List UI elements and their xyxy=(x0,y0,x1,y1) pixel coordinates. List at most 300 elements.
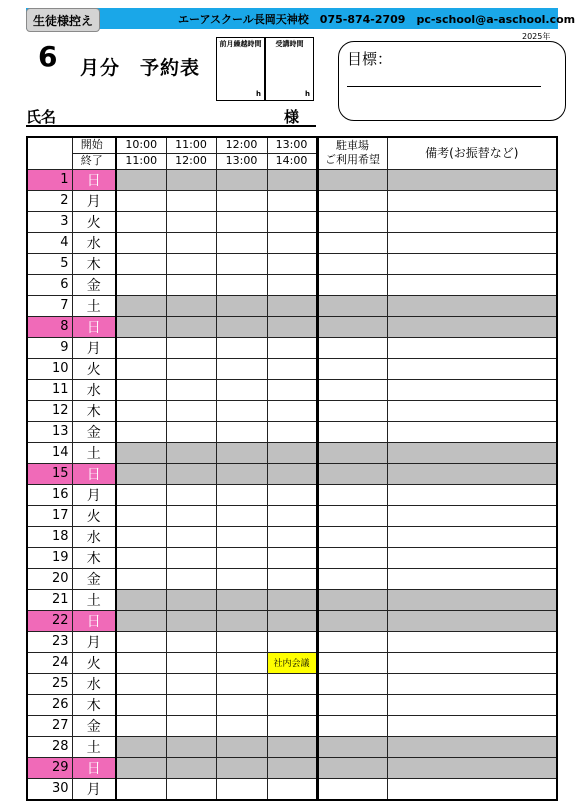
notes-cell[interactable] xyxy=(387,463,557,484)
slot-cell[interactable] xyxy=(267,442,317,463)
day-row xyxy=(27,190,557,211)
notes-cell[interactable] xyxy=(387,442,557,463)
slot-cell[interactable] xyxy=(267,358,317,379)
slot-cell[interactable] xyxy=(116,232,166,253)
slot-start-1: 10:00 xyxy=(116,137,166,153)
day-row xyxy=(27,652,557,673)
start-label: 開始 xyxy=(72,137,116,153)
parking-cell[interactable] xyxy=(317,400,387,421)
slot-cell[interactable] xyxy=(166,673,216,694)
slot-cell[interactable] xyxy=(267,778,317,800)
slot-cell[interactable] xyxy=(116,715,166,736)
notes-cell[interactable] xyxy=(387,778,557,800)
slot-cell[interactable] xyxy=(166,694,216,715)
slot-cell[interactable] xyxy=(116,379,166,400)
day-row xyxy=(27,337,557,358)
slot-cell[interactable] xyxy=(216,337,267,358)
slot-cell[interactable] xyxy=(166,337,216,358)
slot-cell[interactable] xyxy=(116,421,166,442)
weekday: 火 xyxy=(72,652,116,673)
day-row xyxy=(27,211,557,232)
slot-end-2: 12:00 xyxy=(166,153,216,169)
day-row xyxy=(27,673,557,694)
slot-cell[interactable] xyxy=(166,547,216,568)
weekday: 日 xyxy=(72,610,116,631)
year-label: 2025年 xyxy=(522,32,551,41)
day-number: 13 xyxy=(27,421,72,442)
day-number: 16 xyxy=(27,484,72,505)
slot-cell[interactable] xyxy=(267,505,317,526)
parking-cell[interactable] xyxy=(317,736,387,757)
weekday: 土 xyxy=(72,736,116,757)
slot-cell[interactable] xyxy=(267,211,317,232)
slot-cell[interactable] xyxy=(267,190,317,211)
slot-cell[interactable] xyxy=(267,463,317,484)
slot-cell[interactable] xyxy=(166,316,216,337)
slot-cell[interactable] xyxy=(116,316,166,337)
slot-cell[interactable] xyxy=(166,295,216,316)
parking-cell[interactable] xyxy=(317,316,387,337)
notes-cell[interactable] xyxy=(387,589,557,610)
student-copy-button[interactable]: 生徒様控え xyxy=(26,8,100,32)
notes-cell[interactable] xyxy=(387,190,557,211)
parking-cell[interactable] xyxy=(317,253,387,274)
slot-cell[interactable] xyxy=(166,505,216,526)
slot-cell[interactable] xyxy=(116,589,166,610)
slot-cell[interactable] xyxy=(116,484,166,505)
parking-cell[interactable] xyxy=(317,484,387,505)
slot-cell[interactable] xyxy=(267,526,317,547)
notes-cell[interactable] xyxy=(387,400,557,421)
parking-cell[interactable] xyxy=(317,274,387,295)
slot-end-1: 11:00 xyxy=(116,153,166,169)
day-number: 3 xyxy=(27,211,72,232)
weekday: 月 xyxy=(72,484,116,505)
day-number: 7 xyxy=(27,295,72,316)
slot-cell[interactable] xyxy=(116,652,166,673)
prev-month-hours-label: 前月繰越時間 xyxy=(219,40,262,48)
slot-cell[interactable] xyxy=(166,421,216,442)
slot-cell[interactable] xyxy=(116,358,166,379)
weekday: 日 xyxy=(72,316,116,337)
parking-cell[interactable] xyxy=(317,610,387,631)
goal-line xyxy=(347,86,541,87)
slot-cell[interactable] xyxy=(216,547,267,568)
slot-cell[interactable] xyxy=(166,757,216,778)
slot-cell[interactable] xyxy=(216,589,267,610)
notes-cell[interactable] xyxy=(387,421,557,442)
slot-cell[interactable] xyxy=(166,169,216,190)
notes-cell[interactable] xyxy=(387,547,557,568)
weekday: 土 xyxy=(72,442,116,463)
parking-cell[interactable] xyxy=(317,568,387,589)
slot-cell[interactable] xyxy=(166,463,216,484)
day-row xyxy=(27,463,557,484)
slot-cell[interactable] xyxy=(216,568,267,589)
weekday: 月 xyxy=(72,778,116,800)
slot-cell[interactable] xyxy=(216,253,267,274)
weekday: 水 xyxy=(72,379,116,400)
slot-cell[interactable] xyxy=(216,757,267,778)
slot-cell[interactable] xyxy=(216,694,267,715)
day-row xyxy=(27,274,557,295)
weekday: 火 xyxy=(72,358,116,379)
header-corner xyxy=(27,137,72,153)
slot-cell[interactable] xyxy=(116,169,166,190)
parking-cell[interactable] xyxy=(317,211,387,232)
day-number: 24 xyxy=(27,652,72,673)
page-title: 月分 予約表 xyxy=(80,57,201,79)
slot-cell[interactable] xyxy=(216,463,267,484)
day-number: 30 xyxy=(27,778,72,800)
slot-cell[interactable] xyxy=(267,547,317,568)
slot-cell[interactable] xyxy=(166,274,216,295)
day-number: 17 xyxy=(27,505,72,526)
day-number: 4 xyxy=(27,232,72,253)
day-row xyxy=(27,568,557,589)
day-row xyxy=(27,253,557,274)
parking-cell[interactable] xyxy=(317,652,387,673)
notes-cell[interactable] xyxy=(387,631,557,652)
month-number: 6 xyxy=(38,40,58,73)
notes-header: 備考(お振替など) xyxy=(387,137,557,169)
slot-cell[interactable] xyxy=(216,358,267,379)
slot-cell[interactable] xyxy=(116,547,166,568)
prev-month-hours-unit: h xyxy=(256,90,261,98)
slot-cell[interactable] xyxy=(166,652,216,673)
slot-cell[interactable] xyxy=(267,400,317,421)
slot-cell[interactable] xyxy=(267,379,317,400)
notes-cell[interactable] xyxy=(387,673,557,694)
weekday: 木 xyxy=(72,547,116,568)
parking-cell[interactable] xyxy=(317,169,387,190)
slot-cell[interactable] xyxy=(267,295,317,316)
name-label: 氏名 xyxy=(26,108,57,126)
slot-cell[interactable] xyxy=(216,631,267,652)
day-row xyxy=(27,169,557,190)
notes-cell[interactable] xyxy=(387,232,557,253)
notes-cell[interactable] xyxy=(387,652,557,673)
day-row xyxy=(27,400,557,421)
weekday: 木 xyxy=(72,253,116,274)
weekday: 火 xyxy=(72,505,116,526)
slot-cell[interactable] xyxy=(216,274,267,295)
slot-cell[interactable] xyxy=(216,190,267,211)
day-number: 2 xyxy=(27,190,72,211)
slot-start-2: 11:00 xyxy=(166,137,216,153)
notes-cell[interactable] xyxy=(387,610,557,631)
notes-cell[interactable] xyxy=(387,694,557,715)
slot-cell[interactable] xyxy=(267,673,317,694)
day-row xyxy=(27,379,557,400)
day-number: 15 xyxy=(27,463,72,484)
slot-cell[interactable] xyxy=(116,190,166,211)
prev-month-hours-box[interactable] xyxy=(216,37,265,101)
parking-cell[interactable] xyxy=(317,463,387,484)
slot-cell[interactable] xyxy=(267,316,317,337)
day-row xyxy=(27,547,557,568)
weekday: 木 xyxy=(72,400,116,421)
weekday: 土 xyxy=(72,295,116,316)
slot-start-4: 13:00 xyxy=(267,137,317,153)
slot-cell[interactable] xyxy=(267,736,317,757)
slot-cell[interactable] xyxy=(116,631,166,652)
parking-header: 駐車場 ご利用希望 xyxy=(317,137,387,169)
slot-cell[interactable] xyxy=(116,274,166,295)
slot-cell[interactable] xyxy=(116,778,166,800)
slot-cell[interactable] xyxy=(216,610,267,631)
slot-cell[interactable] xyxy=(116,295,166,316)
notes-cell[interactable] xyxy=(387,337,557,358)
parking-cell[interactable] xyxy=(317,715,387,736)
slot-cell[interactable] xyxy=(216,316,267,337)
day-row xyxy=(27,757,557,778)
parking-cell[interactable] xyxy=(317,589,387,610)
slot-cell[interactable] xyxy=(216,400,267,421)
slot-cell[interactable] xyxy=(216,232,267,253)
slot-cell[interactable] xyxy=(267,568,317,589)
slot-cell[interactable] xyxy=(216,715,267,736)
weekday: 月 xyxy=(72,631,116,652)
slot-cell[interactable] xyxy=(116,526,166,547)
day-row xyxy=(27,526,557,547)
day-number: 21 xyxy=(27,589,72,610)
goal-label: 目標： xyxy=(347,50,393,68)
slot-end-3: 13:00 xyxy=(216,153,267,169)
slot-cell[interactable] xyxy=(216,673,267,694)
parking-cell[interactable] xyxy=(317,757,387,778)
weekday: 金 xyxy=(72,715,116,736)
day-row xyxy=(27,778,557,800)
parking-cell[interactable] xyxy=(317,673,387,694)
slot-cell[interactable] xyxy=(216,652,267,673)
day-row xyxy=(27,484,557,505)
slot-cell[interactable] xyxy=(166,253,216,274)
attended-hours-box[interactable] xyxy=(265,37,314,101)
parking-cell[interactable] xyxy=(317,379,387,400)
parking-cell[interactable] xyxy=(317,232,387,253)
weekday: 金 xyxy=(72,421,116,442)
day-number: 20 xyxy=(27,568,72,589)
slot-cell[interactable] xyxy=(116,442,166,463)
parking-cell[interactable] xyxy=(317,778,387,800)
slot-cell[interactable] xyxy=(166,358,216,379)
weekday: 月 xyxy=(72,190,116,211)
day-number: 10 xyxy=(27,358,72,379)
day-number: 12 xyxy=(27,400,72,421)
day-number: 27 xyxy=(27,715,72,736)
day-number: 23 xyxy=(27,631,72,652)
end-label: 終了 xyxy=(72,153,116,169)
notes-cell[interactable] xyxy=(387,715,557,736)
notes-cell[interactable] xyxy=(387,295,557,316)
day-row xyxy=(27,358,557,379)
notes-cell[interactable] xyxy=(387,484,557,505)
slot-cell[interactable] xyxy=(267,757,317,778)
slot-cell[interactable] xyxy=(216,526,267,547)
notes-cell[interactable] xyxy=(387,274,557,295)
slot-cell[interactable] xyxy=(116,505,166,526)
slot-cell[interactable] xyxy=(116,400,166,421)
slot-cell[interactable] xyxy=(166,715,216,736)
day-row xyxy=(27,421,557,442)
slot-cell[interactable] xyxy=(216,169,267,190)
school-info: エーアスクール長岡天神校 075-874-2709 pc-school@a-aschool.com xyxy=(178,13,576,26)
parking-cell[interactable] xyxy=(317,190,387,211)
slot-cell[interactable] xyxy=(267,253,317,274)
honorific-label: 様 xyxy=(284,108,300,126)
weekday: 日 xyxy=(72,169,116,190)
day-row xyxy=(27,442,557,463)
day-row xyxy=(27,694,557,715)
notes-cell[interactable] xyxy=(387,505,557,526)
header-row-start xyxy=(27,137,557,153)
slot-start-3: 12:00 xyxy=(216,137,267,153)
day-row xyxy=(27,232,557,253)
parking-cell[interactable] xyxy=(317,295,387,316)
notes-cell[interactable] xyxy=(387,757,557,778)
weekday: 水 xyxy=(72,232,116,253)
day-row xyxy=(27,589,557,610)
slot-cell[interactable] xyxy=(166,568,216,589)
day-row xyxy=(27,631,557,652)
day-number: 8 xyxy=(27,316,72,337)
slot-cell[interactable] xyxy=(166,190,216,211)
slot-cell[interactable] xyxy=(216,484,267,505)
notes-cell[interactable] xyxy=(387,316,557,337)
notes-cell[interactable] xyxy=(387,568,557,589)
day-number: 19 xyxy=(27,547,72,568)
slot-cell[interactable] xyxy=(216,778,267,800)
parking-cell[interactable] xyxy=(317,526,387,547)
notes-cell[interactable] xyxy=(387,253,557,274)
slot-cell[interactable] xyxy=(216,295,267,316)
slot-cell[interactable] xyxy=(166,736,216,757)
day-number: 25 xyxy=(27,673,72,694)
slot-cell[interactable] xyxy=(166,631,216,652)
slot-cell[interactable] xyxy=(116,736,166,757)
goal-box[interactable] xyxy=(338,41,566,121)
parking-cell[interactable] xyxy=(317,505,387,526)
event-cell[interactable]: 社内会議 xyxy=(267,652,317,673)
slot-cell[interactable] xyxy=(267,169,317,190)
weekday: 土 xyxy=(72,589,116,610)
slot-cell[interactable] xyxy=(166,484,216,505)
slot-cell[interactable] xyxy=(116,337,166,358)
parking-cell[interactable] xyxy=(317,421,387,442)
weekday: 水 xyxy=(72,673,116,694)
day-number: 11 xyxy=(27,379,72,400)
day-number: 1 xyxy=(27,169,72,190)
day-number: 9 xyxy=(27,337,72,358)
weekday: 火 xyxy=(72,211,116,232)
slot-cell[interactable] xyxy=(116,211,166,232)
slot-cell[interactable] xyxy=(267,715,317,736)
slot-cell[interactable] xyxy=(267,589,317,610)
slot-cell[interactable] xyxy=(166,379,216,400)
parking-cell[interactable] xyxy=(317,631,387,652)
slot-cell[interactable] xyxy=(116,694,166,715)
day-number: 6 xyxy=(27,274,72,295)
slot-cell[interactable] xyxy=(267,421,317,442)
slot-cell[interactable] xyxy=(166,211,216,232)
slot-cell[interactable] xyxy=(116,253,166,274)
notes-cell[interactable] xyxy=(387,526,557,547)
parking-cell[interactable] xyxy=(317,694,387,715)
slot-cell[interactable] xyxy=(267,610,317,631)
slot-cell[interactable] xyxy=(267,274,317,295)
slot-cell[interactable] xyxy=(216,505,267,526)
slot-cell[interactable] xyxy=(116,673,166,694)
notes-cell[interactable] xyxy=(387,379,557,400)
day-number: 28 xyxy=(27,736,72,757)
slot-cell[interactable] xyxy=(267,484,317,505)
parking-cell[interactable] xyxy=(317,547,387,568)
slot-cell[interactable] xyxy=(267,232,317,253)
day-row xyxy=(27,610,557,631)
slot-cell[interactable] xyxy=(116,757,166,778)
weekday: 日 xyxy=(72,463,116,484)
slot-cell[interactable] xyxy=(216,736,267,757)
name-field[interactable] xyxy=(26,125,316,127)
notes-cell[interactable] xyxy=(387,736,557,757)
day-row xyxy=(27,295,557,316)
parking-cell[interactable] xyxy=(317,358,387,379)
notes-cell[interactable] xyxy=(387,358,557,379)
slot-cell[interactable] xyxy=(267,337,317,358)
weekday: 金 xyxy=(72,274,116,295)
day-number: 26 xyxy=(27,694,72,715)
weekday: 水 xyxy=(72,526,116,547)
slot-cell[interactable] xyxy=(267,694,317,715)
weekday: 日 xyxy=(72,757,116,778)
parking-cell[interactable] xyxy=(317,337,387,358)
day-number: 29 xyxy=(27,757,72,778)
slot-cell[interactable] xyxy=(166,232,216,253)
day-number: 22 xyxy=(27,610,72,631)
slot-cell[interactable] xyxy=(166,400,216,421)
slot-cell[interactable] xyxy=(116,568,166,589)
notes-cell[interactable] xyxy=(387,169,557,190)
slot-cell[interactable] xyxy=(116,463,166,484)
slot-cell[interactable] xyxy=(267,631,317,652)
slot-cell[interactable] xyxy=(216,421,267,442)
day-number: 18 xyxy=(27,526,72,547)
slot-cell[interactable] xyxy=(216,379,267,400)
slot-cell[interactable] xyxy=(166,610,216,631)
slot-cell[interactable] xyxy=(166,778,216,800)
slot-cell[interactable] xyxy=(116,610,166,631)
attended-hours-unit: h xyxy=(305,90,310,98)
parking-cell[interactable] xyxy=(317,442,387,463)
day-number: 14 xyxy=(27,442,72,463)
slot-cell[interactable] xyxy=(166,526,216,547)
weekday: 木 xyxy=(72,694,116,715)
slot-cell[interactable] xyxy=(216,211,267,232)
attended-hours-label: 受講時間 xyxy=(275,40,304,48)
slot-cell[interactable] xyxy=(216,442,267,463)
slot-end-4: 14:00 xyxy=(267,153,317,169)
notes-cell[interactable] xyxy=(387,211,557,232)
slot-cell[interactable] xyxy=(166,589,216,610)
day-row xyxy=(27,316,557,337)
weekday: 金 xyxy=(72,568,116,589)
day-row xyxy=(27,505,557,526)
reservation-table xyxy=(26,136,558,801)
day-row xyxy=(27,736,557,757)
day-row xyxy=(27,715,557,736)
slot-cell[interactable] xyxy=(166,442,216,463)
